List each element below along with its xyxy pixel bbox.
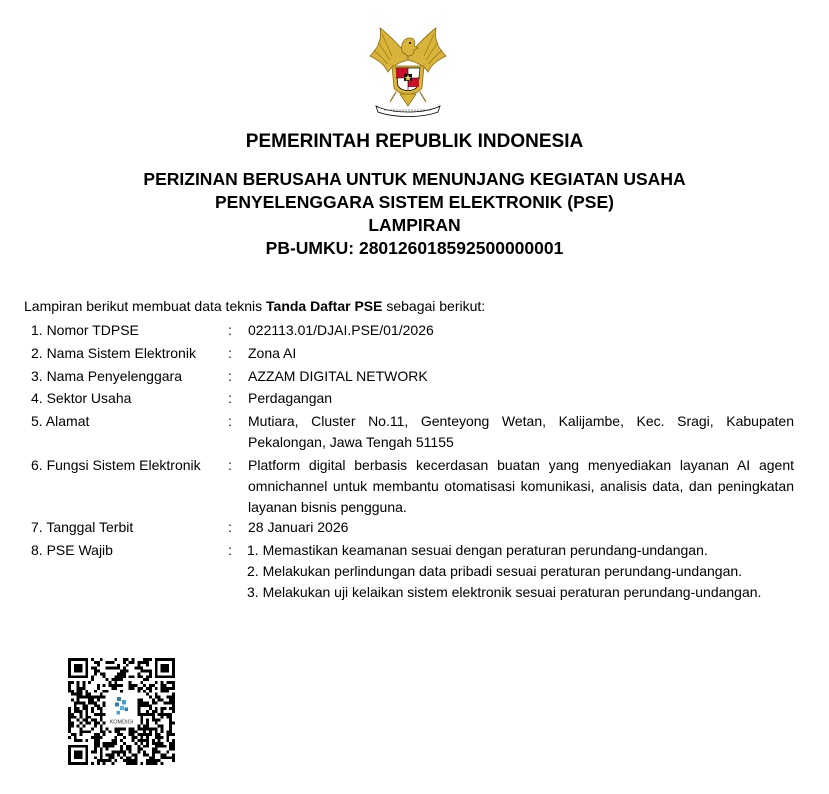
list-item: 2. Melakukan perlindungan data pribadi sesuai peraturan perundang-undangan. [247,563,743,579]
row-separator: : [228,345,232,361]
row-label: 7. Tanggal Terbit [31,519,134,535]
row-value [247,540,793,603]
row-value: AZZAM DIGITAL NETWORK [248,368,428,384]
row-value: 022113.01/DJAI.PSE/01/2026 [248,322,434,338]
row-label: 8. PSE Wajib [31,542,113,558]
row-separator: : [228,390,232,406]
row-label: 3. Nama Penyelenggara [31,368,182,384]
government-title: PEMERINTAH REPUBLIK INDONESIA [245,131,584,152]
document-title-line-2: PENYELENGGARA SISTEM ELEKTRONIK (PSE) [215,192,614,212]
qr-logo-text: KOMDIGI [109,719,134,726]
row-separator: : [228,413,232,429]
row-separator: : [228,457,232,473]
pse-wajib-list [247,540,793,603]
intro-prefix: Lampiran berikut membuat data teknis [24,298,267,314]
garuda-emblem-icon [362,26,454,118]
row-label: 5. Alamat [31,413,90,429]
intro-text [24,298,485,314]
row-label: 2. Nama Sistem Elektronik [31,345,196,361]
row-value: Platform digital berbasis kecerdasan buatan yang menyediakan layanan AI agent omnichannel untuk membantu otomatisasi komunikasi, analisis data, dan peningkatan layanan bisnis pengguna. [248,457,794,515]
document-title-line-1: PERIZINAN BERUSAHA UNTUK MENUNJANG KEGIATAN USAHA [143,169,686,189]
qr-code-icon [68,658,175,765]
row-value: Perdagangan [248,390,333,406]
list-item: 1. Memastikan keamanan sesuai dengan peraturan perundang-undangan. [247,542,708,558]
row-separator: : [228,322,232,338]
row-label: 6. Fungsi Sistem Elektronik [31,457,201,473]
row-label: 1. Nomor TDPSE [31,322,139,338]
row-value: Mutiara, Cluster No.11, Genteyong Wetan, Kalijambe, Kec. Sragi, Kabupaten Pekalongan, Jawa Tengah 51155 [248,413,794,450]
row-separator: : [228,542,232,558]
license-number: PB-UMKU: 280126018592500000001 [265,238,564,258]
list-item: 3. Melakukan uji kelaikan sistem elektronik sesuai peraturan perundang-undangan. [247,584,762,600]
row-separator: : [228,368,232,384]
intro-bold: Tanda Daftar PSE [266,298,383,314]
row-label: 4. Sektor Usaha [31,390,132,406]
row-value: 28 Januari 2026 [248,519,349,535]
intro-suffix: sebagai berikut: [382,298,486,314]
row-separator: : [228,519,232,535]
row-value: Zona AI [248,345,297,361]
document-title-line-3: LAMPIRAN [368,215,461,235]
